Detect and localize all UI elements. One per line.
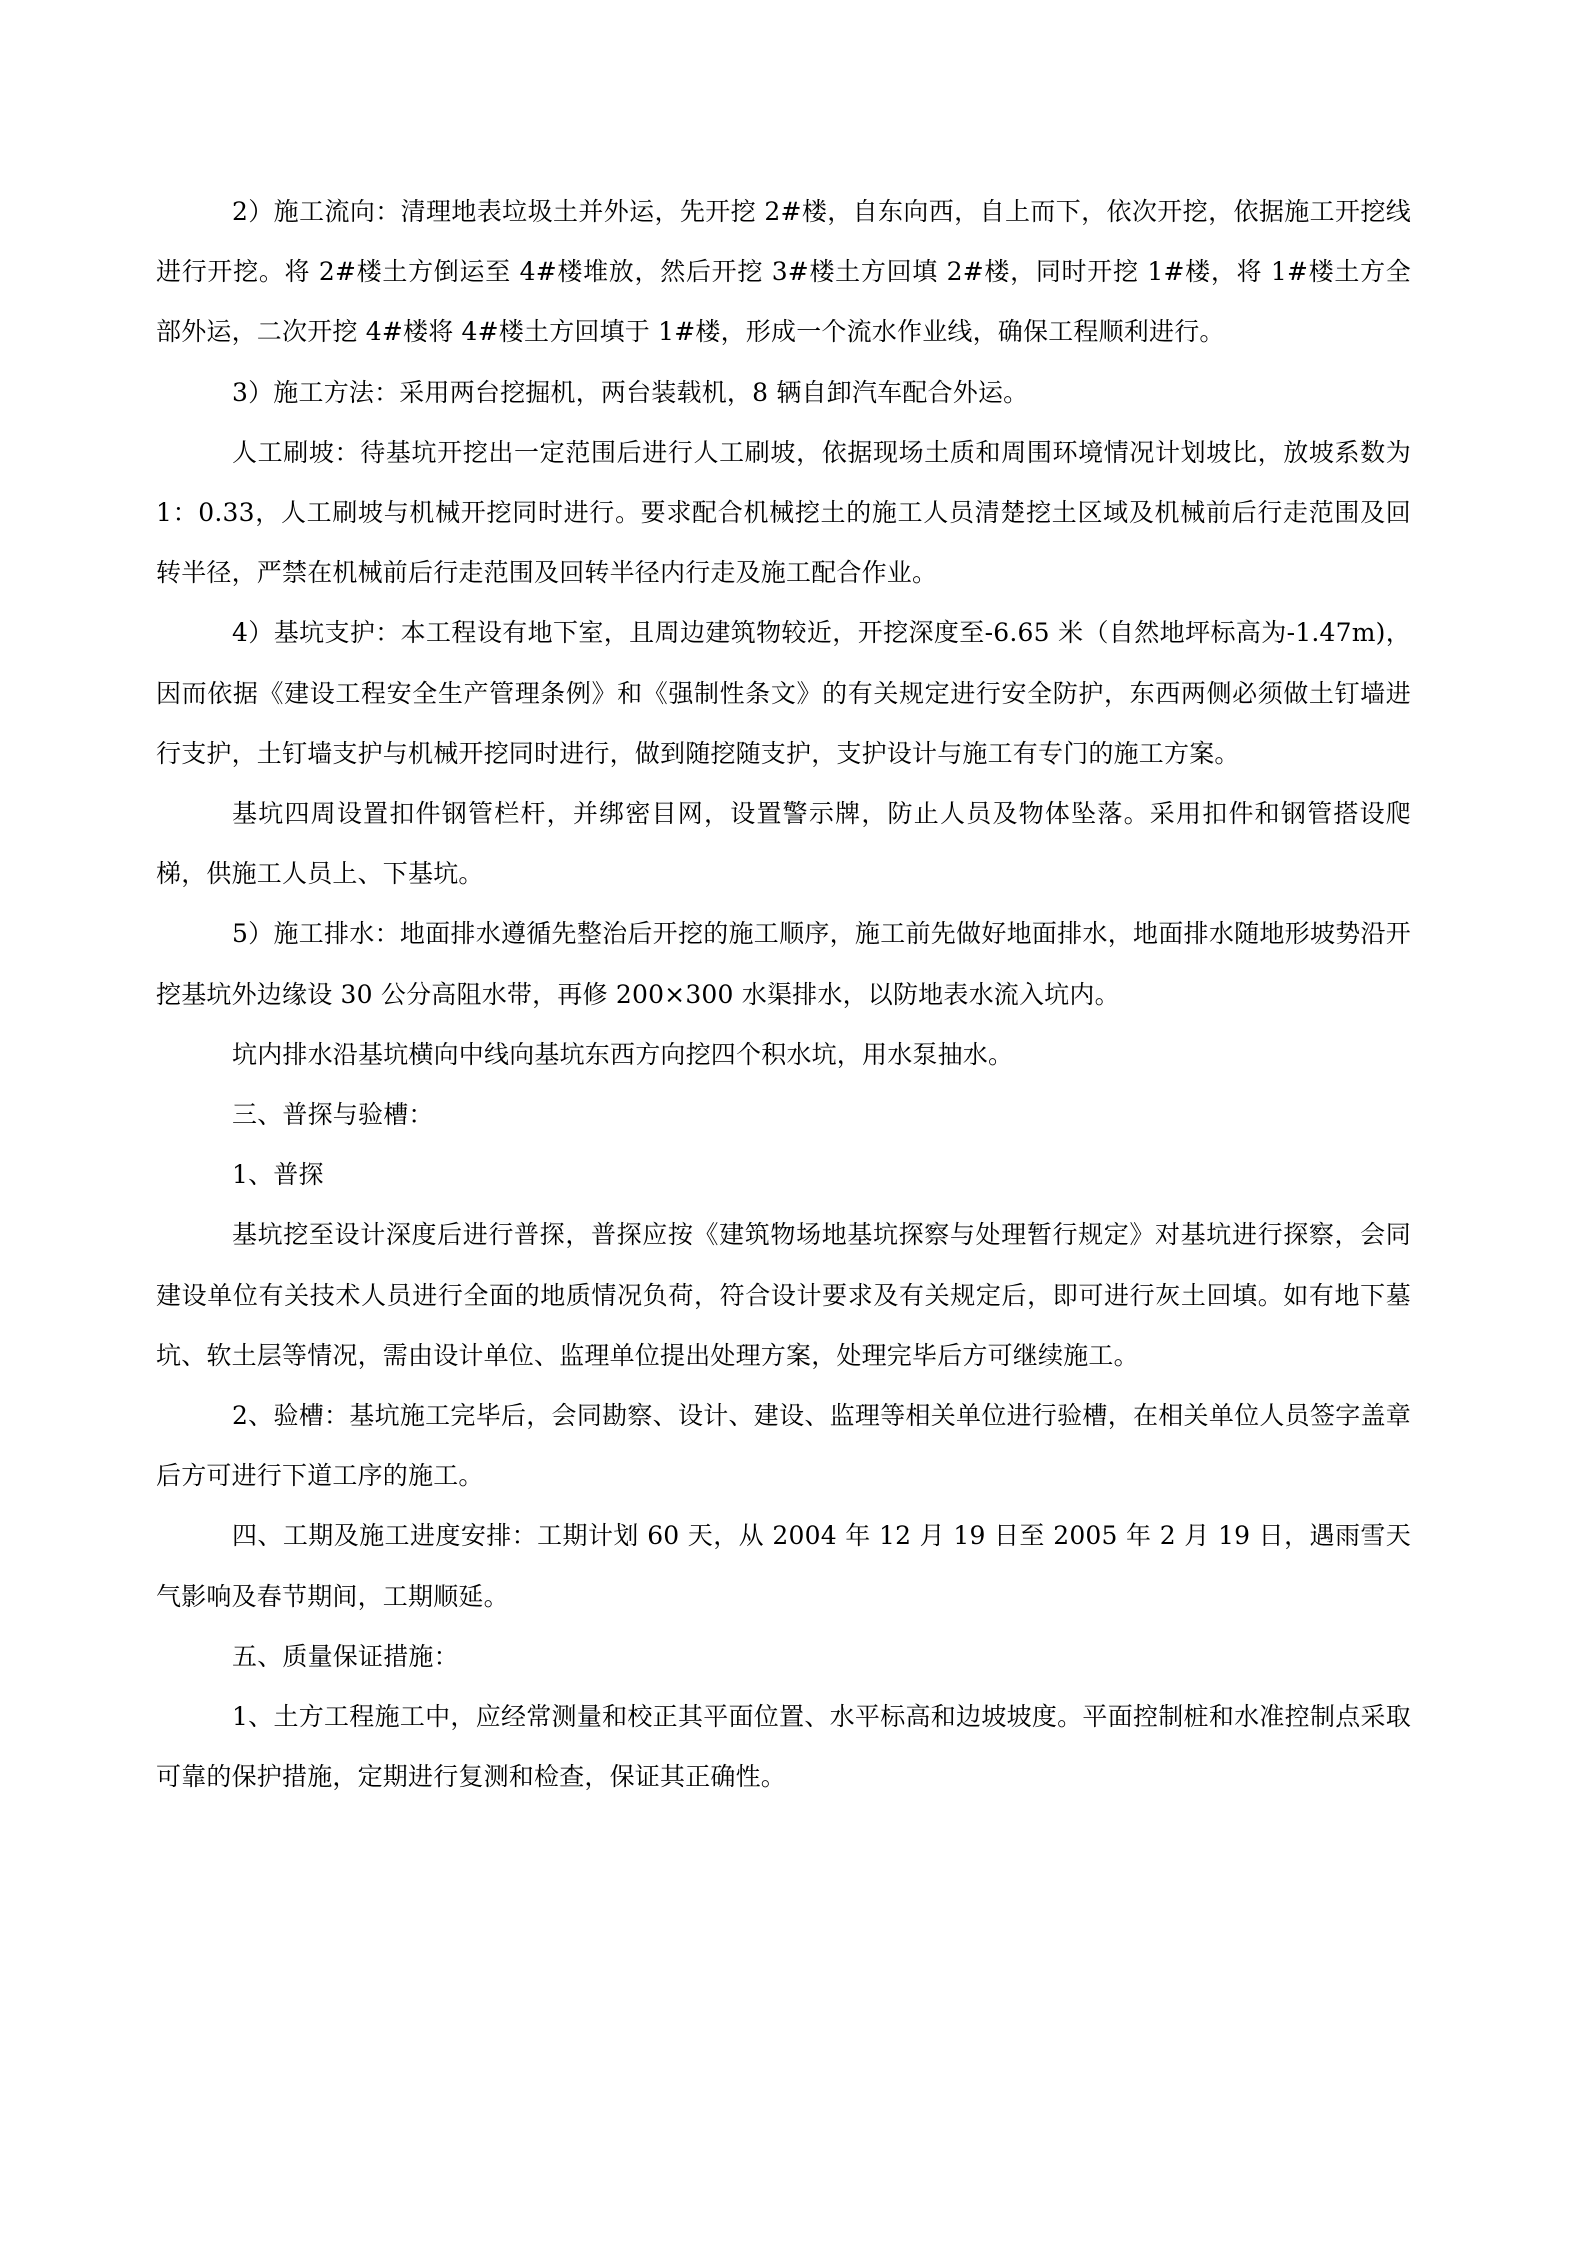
document-body <box>156 182 1411 1807</box>
paragraph-general-probing: 基坑挖至设计深度后进行普探，普探应按《建筑物场地基坑探察与处理暂行规定》对基坑进行探察，会同建设单位有关技术人员进行全面的地质情况负荷，符合设计要求及有关规定后，即可进行灰土回填。如有地下墓坑、软土层等情况，需由设计单位、监理单位提出处理方案，处理完毕后方可继续施工。 <box>156 1220 1411 1370</box>
paragraph-manual-slope-trimming: 人工刷坡：待基坑开挖出一定范围后进行人工刷坡，依据现场土质和周围环境情况计划坡比，放坡系数为 1：0.33，人工刷坡与机械开挖同时进行。要求配合机械挖土的施工人员清楚挖土区域及机械前后行走范围及回转半径，严禁在机械前后行走范围及回转半径内行走及施工配合作业。 <box>156 437 1411 588</box>
paragraph-schedule: 四、工期及施工进度安排：工期计划 60 天，从 2004 年 12 月 19 日至 2005 年 2 月 19 日，遇雨雪天气影响及春节期间，工期顺延。 <box>156 1521 1411 1611</box>
paragraph-pit-support: 4）基坑支护：本工程设有地下室，且周边建筑物较近，开挖深度至-6.65 米（自然地坪标高为-1.47m)，因而依据《建设工程安全生产管理条例》和《强制性条文》的有关规定进行安全防护，东西两侧必须做土钉墙进行支护，土钉墙支护与机械开挖同时进行，做到随挖随支护，支护设计与施工有专门的施工方案。 <box>156 618 1411 768</box>
paragraph-quality-measure-1: 1、土方工程施工中，应经常测量和校正其平面位置、水平标高和边坡坡度。平面控制桩和水准控制点采取可靠的保护措施，定期进行复测和检查，保证其正确性。 <box>156 1702 1411 1792</box>
heading-quality-assurance: 五、质量保证措施： <box>232 1641 459 1671</box>
paragraph-trench-inspection: 2、验槽：基坑施工完毕后，会同勘察、设计、建设、监理等相关单位进行验槽，在相关单位人员签字盖章后方可进行下道工序的施工。 <box>156 1401 1411 1491</box>
paragraph-construction-method: 3）施工方法：采用两台挖掘机，两台装载机，8 辆自卸汽车配合外运。 <box>232 377 1029 407</box>
heading-probing-inspection: 三、普探与验槽： <box>232 1100 434 1130</box>
paragraph-construction-flow: 2）施工流向：清理地表垃圾土并外运，先开挖 2#楼，自东向西，自上而下，依次开挖，依据施工开挖线进行开挖。将 2#楼土方倒运至 4#楼堆放，然后开挖 3#楼土方回填 2#楼，同时开挖 1#楼，将 1#楼土方全部外运，二次开挖 4#楼将 4#楼土方回填于 1#楼，形成一个流水作业线，确保工程顺利进行。 <box>156 197 1411 347</box>
paragraph-pit-drainage: 坑内排水沿基坑横向中线向基坑东西方向挖四个积水坑，用水泵抽水。 <box>232 1039 1014 1069</box>
paragraph-pit-guardrail: 基坑四周设置扣件钢管栏杆，并绑密目网，设置警示牌，防止人员及物体坠落。采用扣件和钢管搭设爬梯，供施工人员上、下基坑。 <box>156 799 1411 889</box>
subheading-general-probing: 1、普探 <box>232 1160 324 1190</box>
paragraph-drainage: 5）施工排水：地面排水遵循先整治后开挖的施工顺序，施工前先做好地面排水，地面排水随地形坡势沿开挖基坑外边缘设 30 公分高阻水带，再修 200×300 水渠排水，以防地表水流入坑内。 <box>156 919 1411 1009</box>
